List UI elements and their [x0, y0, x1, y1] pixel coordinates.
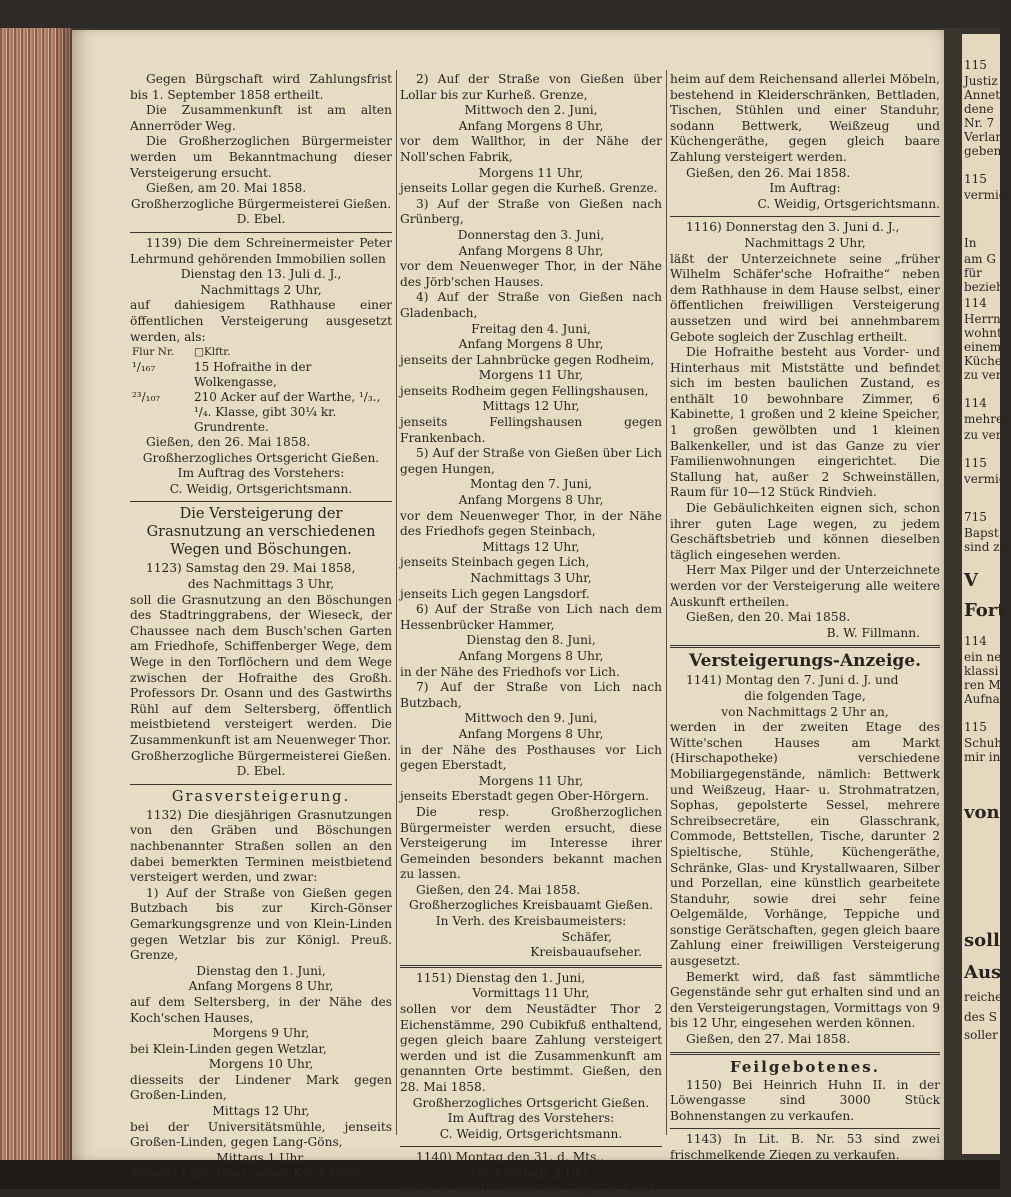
notice-signer: B. W. Fillmann.: [826, 625, 920, 640]
notice-time: Morgens 11 Uhr,: [478, 773, 584, 788]
facing-page-fragment: Bapst: [964, 526, 999, 540]
facing-page-fragment: Justiz: [964, 74, 998, 88]
notice-time: Mittags 12 Uhr,: [482, 399, 580, 414]
notice-time: Nachmittags 2 Uhr,: [744, 235, 866, 250]
facing-page-fragment: 715: [964, 510, 987, 524]
notice-body: soll die Grasnutzung an den Böschungen des Stadtringgrabens, der Wieseck, der Chaussee nach dem Busch'schen Garten am Friedhofe, Schiffenberger Wege, dem Wege in den Torflöchern und dem Wege zwischen der Hofraithe des Großh. Professors Dr. Osann und des Gastwirths Rühl auf dem Seltersberg, öffentlich meistbietend versteigert werden. Die Zusammenkunft ist am Neuenweger Thor.: [130, 592, 392, 747]
notice-location: vor dem Neuenweger Thor, in der Nähe des Jörb'schen Hauses.: [400, 259, 662, 289]
notice-body: 1143) In Lit. B. Nr. 53 sind zwei frischmelkende Ziegen zu verkaufen.: [670, 1132, 940, 1162]
divider: [400, 1146, 662, 1147]
notice-time: Morgens 9 Uhr,: [212, 1026, 310, 1041]
facing-page-fragment: einem: [964, 340, 1002, 354]
list-item: 3) Auf der Straße von Gießen nach Grünberg,: [400, 196, 662, 227]
notice-day: Freitag den 4. Juni,: [471, 321, 591, 336]
notice-location: vor dem Neuenweger Thor, in der Nähe des Friedhofs gegen Steinbach,: [400, 508, 662, 539]
notice-time: Mittags 1 Uhr,: [216, 1150, 306, 1165]
notice-signer: D. Ebel.: [236, 764, 286, 779]
parcel-nr: ²³/₁₀₇: [132, 390, 161, 405]
notice-time: des Nachmittags 3 Uhr,: [187, 577, 335, 592]
facing-page-fragment: 114: [964, 296, 987, 310]
book-binding: [0, 28, 72, 1160]
divider: [400, 965, 662, 968]
facing-page-fragment: von: [964, 802, 1000, 823]
facing-page-fragment: 115: [964, 456, 987, 470]
column-rule-1: [396, 70, 397, 1135]
section-heading: Versteigerungs-Anzeige.: [688, 651, 922, 672]
notice-time: Anfang Morgens 8 Uhr,: [188, 979, 334, 994]
parcel-desc: 210 Acker auf der Warthe, ¹/₃., ¹/₄. Klasse, gibt 30¼ kr. Grundrente.: [194, 390, 381, 435]
facing-page-fragment: soll: [964, 930, 1000, 951]
notice-location: jenseits Lich gegen Langsdorf.: [400, 586, 590, 601]
notice-date: Gießen, den 24. Mai 1858.: [416, 882, 581, 897]
divider: [130, 232, 392, 233]
facing-page-fragment: Fort: [964, 600, 1006, 621]
facing-page-fragment: beziehe: [964, 280, 1011, 294]
facing-page-fragment: Aufna: [964, 692, 1000, 706]
notice-note: Bemerkt wird, daß fast sämmtliche Gegenstände sehr gut erhalten sind und an den Versteigerungstagen, Vormittags von 9 bis 12 Uhr, eingesehen werden können.: [670, 969, 940, 1031]
notice-signer: C. Weidig, Ortsgerichtsmann.: [169, 481, 353, 496]
notice-location: jenseits Lang-Göns gegen Kirch-Göns.: [130, 1166, 366, 1181]
notice-body: Die Hofraithe besteht aus Vorder- und Hinterhaus mit Miststätte und befindet sich im besten baulichen Zustand, es enthält 10 bewohnbare Zimmer, 6 Kabinette, 1 großen und 2 kleine Speicher, 1 großen gewölbten und 1 kleinen Balkenkeller, und ist das Ganze zu vier Familienwohnungen eingerichtet. Die Stallung hat, außer 2 Schweinställen, Raum für 10—12 Stück Rindvieh.: [670, 345, 940, 500]
notice-body: Die Gebäulichkeiten eignen sich, schon ihrer guten Lage wegen, zu jedem Geschäftsbetrieb und können dieselben täglich eingesehen werden.: [670, 501, 940, 562]
notice-date: Gießen, am 20. Mai 1858.: [146, 181, 307, 196]
facing-page-fragment: dene: [964, 102, 994, 116]
notice-day: Mittwoch den 9. Juni,: [464, 711, 598, 726]
notice-location: bei der Universitätsmühle, jenseits Großen-Linden, gegen Lang-Göns,: [130, 1119, 392, 1150]
notice-signer: D. Ebel.: [236, 212, 286, 227]
facing-page-fragment: zu ver: [964, 368, 1002, 382]
notice-date: Gießen, den 26. Mai 1858.: [146, 435, 311, 450]
facing-page-fragment: vermie: [964, 188, 1006, 202]
facing-page-fragment: 114: [964, 634, 987, 648]
notice-location: diesseits der Lindener Mark gegen Großen-Linden,: [130, 1072, 392, 1103]
notice-auftrag: Im Auftrag des Vorstehers:: [447, 1111, 615, 1126]
facing-page-fragment: In: [964, 236, 977, 250]
notice-body: Herr Max Pilger und der Unterzeichnete werden vor der Versteigerung alle weitere Auskunft ertheilen.: [670, 563, 940, 609]
notice-intro: 1140) Montag den 31. d. Mts.,: [416, 1150, 605, 1165]
facing-page-fragment: Annet: [964, 88, 1001, 102]
list-item: 4) Auf der Straße von Gießen nach Gladenbach,: [400, 290, 662, 320]
notice-location: bei Klein-Linden gegen Wetzlar,: [130, 1041, 327, 1056]
facing-page-fragment: Verlan: [964, 130, 1004, 144]
facing-page-fragment: 115: [964, 720, 987, 734]
column-2: [400, 72, 662, 1197]
facing-page-fragment: 115: [964, 58, 987, 72]
notice-location: auf dem Seltersberg, in der Nähe des Koch'schen Hauses,: [130, 994, 392, 1025]
parcel-table: [130, 345, 392, 435]
text-line: Gegen Bürgschaft wird Zahlungsfrist bis 1. September 1858 ertheilt.: [130, 72, 392, 102]
facing-page-fragment: soller: [964, 1028, 998, 1042]
notice-office: Großherzogliche Bürgermeisterei Gießen.: [130, 748, 392, 763]
notice-auftrag: Im Auftrag:: [769, 181, 841, 196]
facing-page-fragment: Herrn: [964, 312, 1001, 326]
facing-page-fragment: sind zu: [964, 540, 1008, 554]
divider: [670, 216, 940, 217]
section-heading: Grasversteigerung.: [171, 788, 351, 805]
notice-time: Nachmittags 3 Uhr,: [470, 571, 592, 585]
notice-when: Nachmittags 2 Uhr,: [200, 282, 322, 297]
notice-day: Montag den 7. Juni,: [469, 477, 593, 492]
notice-day: Dienstag den 8. Juni,: [466, 633, 596, 648]
notice-date: Gießen, den 27. Mai 1858.: [686, 1032, 851, 1047]
notice-location: jenseits Steinbach gegen Lich,: [400, 555, 590, 570]
list-item: 6) Auf der Straße von Lich nach dem Hessenbrücker Hammer,: [400, 602, 662, 632]
notice-day: Dienstag den 1. Juni,: [196, 963, 326, 978]
facing-page-fragment: wohnt: [964, 326, 1002, 340]
notice-date: Gießen, den 26. Mai 1858.: [686, 165, 851, 180]
text-line: Die Zusammenkunft ist am alten Annerröder Weg.: [130, 103, 392, 133]
notice-time: Morgens 11 Uhr,: [478, 368, 584, 383]
facing-page-fragment: 115: [964, 172, 987, 186]
notice-time: Anfang Morgens 8 Uhr,: [458, 726, 604, 741]
facing-page-fragment: geben: [964, 144, 1002, 158]
facing-page-edge: [962, 34, 1011, 1154]
notice-location: jenseits Eberstadt gegen Ober-Hörgern.: [400, 789, 650, 804]
facing-page-fragment: des S: [964, 1010, 997, 1024]
notice-body: sollen vor dem Neustädter Thor 2 Eichenstämme, 290 Cubikfuß enthaltend, gegen gleich baare Zahlung versteigert werden und ist die Zusammenkunft am genannten Orte bestimmt. Gießen, den 28. Mai 1858.: [400, 1002, 662, 1094]
facing-page-fragment: am G: [964, 252, 996, 266]
section-heading: Feilgebotenes.: [730, 1057, 880, 1076]
divider: [130, 501, 392, 502]
facing-page-fragment: Küche,: [964, 354, 1006, 368]
notice-auftrag: In Verh. des Kreisbaumeisters:: [435, 914, 627, 929]
column-1: [130, 72, 392, 1182]
facing-page-fragment: ein ne: [964, 650, 1002, 664]
divider: [670, 1128, 940, 1129]
notice-date: Gießen, den 20. Mai 1858.: [686, 610, 851, 625]
facing-page-fragment: V: [964, 570, 978, 591]
notice-time: Anfang Morgens 8 Uhr,: [458, 493, 604, 508]
notice-intro: 1123) Samstag den 29. Mai 1858,: [146, 561, 356, 576]
facing-page-fragment: vermie: [964, 472, 1006, 486]
notice-body: sollen in der Wohnung der Frau Dr. Sund-: [400, 1181, 659, 1196]
notice-intro: 1141) Montag den 7. Juni d. J. und: [686, 673, 899, 688]
divider: [670, 645, 940, 648]
notice-office: Großherzogliches Ortsgericht Gießen.: [412, 1095, 650, 1110]
list-item: 2) Auf der Straße von Gießen über Lollar bis zur Kurheß. Grenze,: [400, 72, 662, 102]
parcel-nr: ¹/₁₆₇: [132, 360, 156, 375]
notice-time: von Nachmittags 2 Uhr an,: [721, 704, 889, 719]
text-line: Die Großherzoglichen Bürgermeister werden um Bekanntmachung dieser Versteigerung ersucht.: [130, 134, 392, 180]
column-rule-2: [666, 70, 667, 1135]
notice-location: jenseits Fellingshausen gegen Frankenbach.: [400, 415, 662, 445]
list-item: 7) Auf der Straße von Lich nach Butzbach,: [400, 680, 662, 710]
facing-page-fragment: ren M: [964, 678, 1001, 692]
notice-office: Großherzogliches Ortsgericht Gießen.: [142, 450, 380, 465]
facing-page-fragment: zu ver: [964, 428, 1002, 442]
parcel-col-header: Flur Nr.: [132, 346, 175, 359]
facing-page-fragment: Schuh: [964, 736, 1003, 750]
facing-page-fragment: Nr. 7: [964, 116, 995, 130]
notice-time: Mittags 12 Uhr,: [212, 1104, 310, 1119]
notice-time: Anfang Morgens 8 Uhr,: [458, 243, 604, 258]
notice-time: Anfang Morgens 8 Uhr,: [458, 118, 604, 133]
notice-day: Donnerstag den 3. Juni,: [457, 227, 605, 242]
facing-page-fragment: reiche: [964, 990, 1003, 1004]
notice-signer: C. Weidig, Ortsgerichtsmann.: [439, 1126, 623, 1141]
notice-time: Morgens 10 Uhr,: [208, 1057, 314, 1072]
notice-location: jenseits Rodheim gegen Fellingshausen,: [400, 383, 649, 398]
notice-location: in der Nähe des Posthauses vor Lich gegen Eberstadt,: [400, 742, 662, 773]
parcel-col-header: □Klftr.: [194, 346, 231, 359]
notice-intro: 1116) Donnerstag den 3. Juni d. J.,: [686, 220, 900, 235]
notice-body: 1150) Bei Heinrich Huhn II. in der Löwengasse sind 3000 Stück Bohnenstangen zu verkaufen.: [670, 1077, 940, 1123]
notice-when: Dienstag den 13. Juli d. J.,: [180, 267, 342, 282]
divider: [130, 784, 392, 785]
notice-day: Mittwoch den 2. Juni,: [464, 103, 598, 118]
scan-top-edge: [0, 0, 1000, 28]
divider: [670, 1052, 940, 1055]
notice-location: vor dem Wallthor, in der Nähe der Noll'schen Fabrik,: [400, 134, 662, 164]
notice-body: werden in der zweiten Etage des Witte'schen Hauses am Markt (Hirschapotheke) verschiedene Mobiliargegenstände, nämlich: Bettwerk und Weißzeug, Haar- u. Strohmatratzen, Sophas, gepolsterte Sessel, mehrere Schreibsecretäre, ein Glasschrank, Commode, Bettstellen, Tische, darunter 2 Spieltische, Stühle, Küchengeräthe, Schränke, Glas- und Krystallwaaren, Silber und Porzellan, eine künstlich gearbeitete Standuhr, sowie drei sehr feine Oelgemälde, Vorhänge, Teppiche und sonstige Gerätschaften, gegen gleich baare Zahlung einer freiwilligen Versteigerung ausgesetzt.: [670, 720, 940, 969]
notice-closing: Die resp. Großherzoglichen Bürgermeister werden ersucht, diese Versteigerung im Interesse ihrer Gemeinden besonders bekannt machen zu lassen.: [400, 804, 662, 882]
notice-time: Anfang Morgens 8 Uhr,: [458, 337, 604, 352]
facing-page-fragment: klassi: [964, 664, 999, 678]
notice-office: Großherzogliche Bürgermeisterei Gießen.: [130, 196, 392, 211]
notice-where: auf dahiesigem Rathhause einer öffentlichen Versteigerung ausgesetzt werden, als:: [130, 298, 392, 344]
notice-location: jenseits Lollar gegen die Kurheß. Grenze.: [400, 181, 658, 196]
facing-page-fragment: mir in: [964, 750, 1001, 764]
notice-intro: 1132) Die diesjährigen Grasnutzungen von den Gräben und Böschungen nachbenannter Straßen sollen an den dabei bemerkten Terminen meistbietend versteigert werden, und zwar:: [130, 807, 392, 885]
notice-signer-title: Kreisbauaufseher.: [530, 945, 642, 960]
notice-time: Vormittags 11 Uhr,: [472, 986, 590, 1001]
notice-time: Mittags 12 Uhr,: [482, 539, 580, 554]
page-gutter: [944, 28, 962, 1160]
notice-location: jenseits der Lahnbrücke gegen Rodheim,: [400, 352, 655, 367]
list-item: 5) Auf der Straße von Gießen über Lich gegen Hungen,: [400, 446, 662, 476]
facing-page-fragment: 114: [964, 396, 987, 410]
facing-page-fragment: für: [964, 266, 982, 280]
notice-time: Anfang Morgens 8 Uhr,: [458, 648, 604, 663]
list-item: 1) Auf der Straße von Gießen gegen Butzbach bis zur Kirch-Gönser Gemarkungsgrenze und von Klein-Linden gegen Wetzlar bis zur Königl. Preuß. Grenze,: [130, 885, 392, 963]
notice-location: in der Nähe des Friedhofs vor Lich.: [400, 664, 620, 679]
parcel-desc: 15 Hofraithe in der Wolkengasse,: [194, 360, 312, 390]
facing-page-fragment: Aus: [964, 962, 1002, 983]
notice-signer: C. Weidig, Ortsgerichtsmann.: [757, 196, 940, 211]
notice-time: Morgens 11 Uhr,: [478, 165, 584, 180]
notice-signer: Schäfer,: [561, 929, 612, 944]
notice-time: Nachmittags 2 Uhr,: [470, 1165, 592, 1180]
notice-auftrag: Im Auftrag des Vorstehers:: [177, 466, 345, 481]
notice-intro: 1139) Die dem Schreinermeister Peter Lehrmund gehörenden Immobilien sollen: [130, 235, 392, 266]
notice-office: Großherzogliches Kreisbauamt Gießen.: [408, 898, 654, 913]
notice-intro: 1151) Dienstag den 1. Juni,: [416, 970, 586, 985]
notice-time: die folgenden Tage,: [744, 688, 866, 703]
notice-body: heim auf dem Reichensand allerlei Möbeln, bestehend in Kleiderschränken, Bettladen, Tischen, Stühlen und einer Standuhr, sodann Bettwerk, Weißzeug und Küchengeräthe, gegen gleich baare Zahlung versteigert werden.: [670, 72, 940, 164]
notice-body: läßt der Unterzeichnete seine „früher Wilhelm Schäfer'sche Hofraithe“ neben dem Rathhause in dem Hause selbst, einer öffentlichen freiwilligen Versteigerung aussetzen und wird bei annehmbarem Gebote sogleich der Zuschlag ertheilt.: [670, 251, 940, 344]
section-heading: Die Versteigerung der Grasnutzung an verschiedenen Wegen und Böschungen.: [146, 506, 376, 559]
column-3: [670, 72, 940, 1164]
facing-page-fragment: mehrer: [964, 412, 1009, 426]
